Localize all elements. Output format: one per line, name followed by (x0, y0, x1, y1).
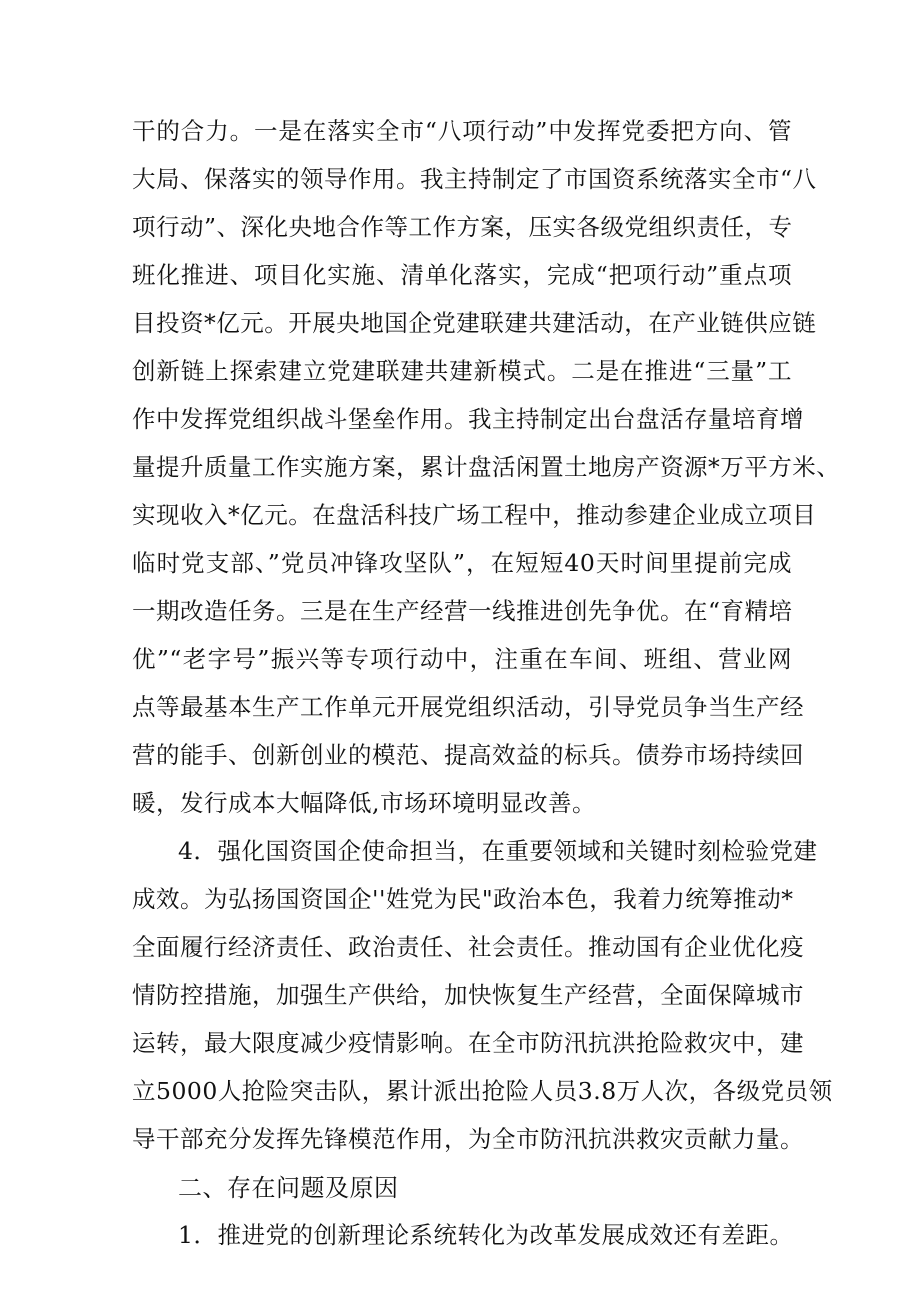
paragraph-line: 导干部充分发挥先锋模范作用，为全市防汛抗洪救灾贡献力量。 (132, 1125, 804, 1153)
paragraph-line: 运转，最大限度减少疫情影响。在全市防汛抗洪抢险救灾中，建 (132, 1029, 804, 1057)
paragraph-line: 作中发挥党组织战斗堡垒作用。我主持制定出台盘活存量培育增 (132, 405, 804, 433)
paragraph-line: 创新链上探索建立党建联建共建新模式。二是在推进“三量”工 (132, 357, 792, 385)
paragraph-line: 项行动”、深化央地合作等工作方案，压实各级党组织责任，专 (132, 213, 793, 241)
paragraph-line: 干的合力。一是在落实全市“八项行动”中发挥党委把方向、管 (132, 117, 792, 145)
paragraph-line: 情防控措施，加强生产供给，加快恢复生产经营，全面保障城市 (132, 981, 804, 1009)
paragraph-line: 优”“老字号”振兴等专项行动中，注重在车间、班组、营业网 (132, 645, 792, 673)
paragraph-line: 目投资*亿元。开展央地国企党建联建共建活动，在产业链供应链 (132, 309, 817, 337)
paragraph-line: 实现收入*亿元。在盘活科技广场工程中，推动参建企业成立项目 (132, 501, 817, 529)
paragraph-line: 量提升质量工作实施方案，累计盘活闲置土地房产资源*万平方米、 (132, 453, 841, 481)
paragraph-line: 立5000人抢险突击队，累计派出抢险人员3.8万人次，各级党员领 (132, 1077, 833, 1105)
sub-item-line: 1．推进党的创新理论系统转化为改革发展成效还有差距。 (178, 1221, 794, 1249)
paragraph-line: 暖，发行成本大幅降低,市场环境明显改善。 (132, 789, 596, 817)
paragraph-line: 大局、保落实的领导作用。我主持制定了市国资系统落实全市“八 (132, 165, 817, 193)
paragraph-line: 一期改造任务。三是在生产经营一线推进创先争优。在“育精培 (132, 597, 793, 625)
paragraph-line: 点等最基本生产工作单元开展党组织活动，引导党员争当生产经 (132, 693, 804, 721)
paragraph-line: 全面履行经济责任、政治责任、社会责任。推动国有企业优化疫 (132, 933, 804, 961)
paragraph-line: 班化推进、项目化实施、清单化落实，完成“把项行动”重点项 (132, 261, 792, 289)
paragraph-line: 4．强化国资国企使命担当，在重要领域和关键时刻检验党建 (178, 837, 818, 865)
paragraph-line: 营的能手、创新创业的模范、提高效益的标兵。债券市场持续回 (132, 741, 804, 769)
paragraph-line: 临时党支部、”党员冲锋攻坚队”，在短短40天时间里提前完成 (132, 549, 792, 577)
section-heading: 二、存在问题及原因 (178, 1174, 399, 1202)
paragraph-line: 成效。为弘扬国资国企''姓党为民"政治本色，我着力统筹推动* (132, 885, 794, 913)
